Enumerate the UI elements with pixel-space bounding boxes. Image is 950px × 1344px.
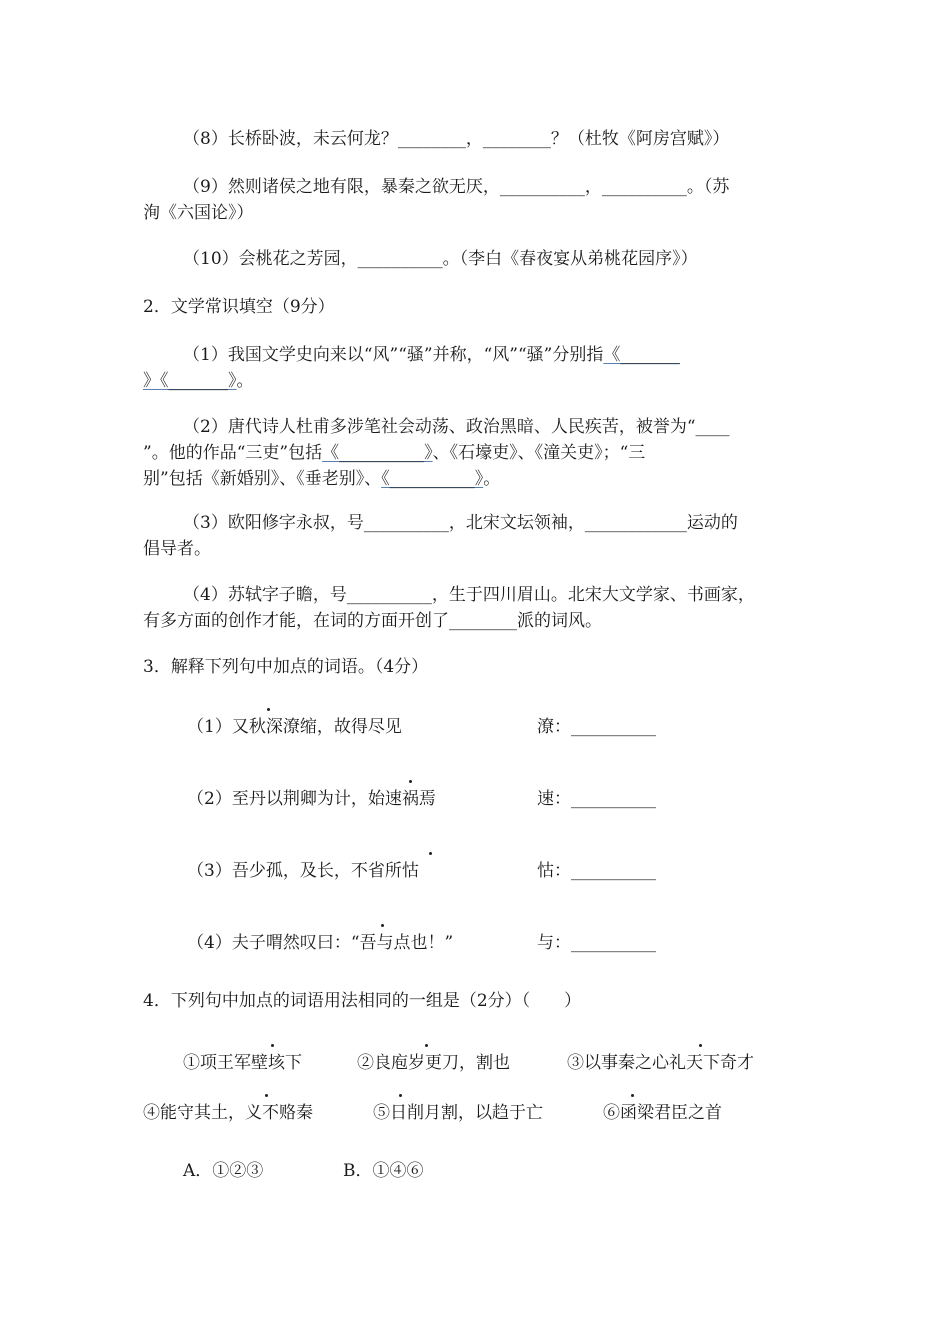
q2-sub2-line3 (143, 468, 500, 490)
q1-item-8: （8）长桥卧波，未云何龙？________，________？（杜牧《阿房宫赋》） (183, 129, 730, 149)
emphasis-dot (631, 1094, 634, 1097)
q2-sub2-line3-text-a: 别”包括《新婚别》、《垂老别》、 (143, 469, 382, 489)
emphasis-dot (699, 1044, 702, 1047)
q2-sub2-line2-text-a: ”。他的作品“三吏”包括 (143, 443, 323, 463)
q4-row2-a: ④能守其土，义不赂秦 (143, 1103, 313, 1123)
q3-item-3-sentence: （3）吾少孤，及长，不省所怙 (187, 861, 419, 881)
emphasis-dot (425, 1044, 428, 1047)
q3-item-2-answer: 速：__________ (537, 789, 656, 809)
q4-heading: 4．下列句中加点的词语用法相同的一组是（2分）（ ） (143, 991, 582, 1011)
q2-sub1-line1 (183, 344, 680, 366)
q2-sub2-line2 (143, 442, 645, 464)
q3-item-1-answer: 潦：__________ (537, 717, 656, 737)
emphasis-dot (271, 1044, 274, 1047)
q3-item-1-sentence: （1）又秋深潦缩，故得尽见 (187, 717, 402, 737)
q3-item-4-sentence: （4）夫子喟然叹曰：“吾与点也！” (187, 933, 454, 953)
q4-row2-b: ⑤日削月割，以趋于亡 (373, 1103, 543, 1123)
q2-sub2-line3-text-b: 。 (483, 469, 501, 489)
q2-sub1-blank-a: 《_______ (603, 345, 680, 365)
q2-sub2-blank-a: 《__________》 (322, 443, 433, 463)
q4-option-a: A．①②③ (183, 1161, 264, 1181)
q1-item-10: （10）会桃花之芳园，__________。（李白《春夜宴从弟桃花园序》） (183, 249, 698, 269)
q2-heading: 2．文学常识填空（9分） (143, 297, 335, 317)
emphasis-dot (265, 1094, 268, 1097)
q3-item-4-answer: 与：__________ (537, 933, 656, 953)
q4-row2-c: ⑥函梁君臣之首 (603, 1103, 722, 1123)
q2-sub1-line2 (143, 370, 254, 392)
q3-item-2-sentence: （2）至丹以荆卿为计，始速祸焉 (187, 789, 436, 809)
q2-sub1-blank-b: 》《_______》 (143, 371, 237, 391)
q3-item-3-answer: 怙：__________ (537, 861, 656, 881)
q3-heading: 3．解释下列句中加点的词语。（4分） (143, 657, 429, 677)
q4-option-b: B．①④⑥ (343, 1161, 424, 1181)
q2-sub1-end: 。 (236, 371, 254, 391)
q2-sub3-line1: （3）欧阳修字永叔，号__________，北宋文坛领袖，____________运动的 (183, 513, 738, 533)
q2-sub2-blank-b: 《__________》 (381, 469, 484, 489)
emphasis-dot (381, 924, 384, 927)
emphasis-dot (409, 780, 412, 783)
q4-row1-c: ③以事秦之心礼天下奇才 (567, 1053, 754, 1073)
q4-row1-a: ①项王军壁垓下 (183, 1053, 302, 1073)
q2-sub2-line2-text-b: 、《石壕吏》、《潼关吏》；“三 (432, 443, 646, 463)
q1-item-9-line1: （9）然则诸侯之地有限，暴秦之欲无厌，__________，__________。（苏 (183, 177, 730, 197)
q4-row1-b: ②良庖岁更刀，割也 (357, 1053, 510, 1073)
emphasis-dot (429, 852, 432, 855)
q2-sub4-line2: 有多方面的创作才能，在词的方面开创了________派的词风。 (143, 611, 602, 631)
emphasis-dot (399, 1094, 402, 1097)
q2-sub3-line2: 倡导者。 (143, 539, 211, 559)
q2-sub1-text: （1）我国文学史向来以“风”“骚”并称，“风”“骚”分别指 (183, 345, 604, 365)
emphasis-dot (267, 708, 270, 711)
q1-item-9-line2: 洵《六国论》） (143, 203, 254, 223)
q2-sub4-line1: （4）苏轼字子瞻，号__________，生于四川眉山。北宋大文学家、书画家， (183, 585, 755, 605)
q2-sub2-line1: （2）唐代诗人杜甫多涉笔社会动荡、政治黑暗、人民疾苦，被誉为“____ (183, 417, 730, 437)
